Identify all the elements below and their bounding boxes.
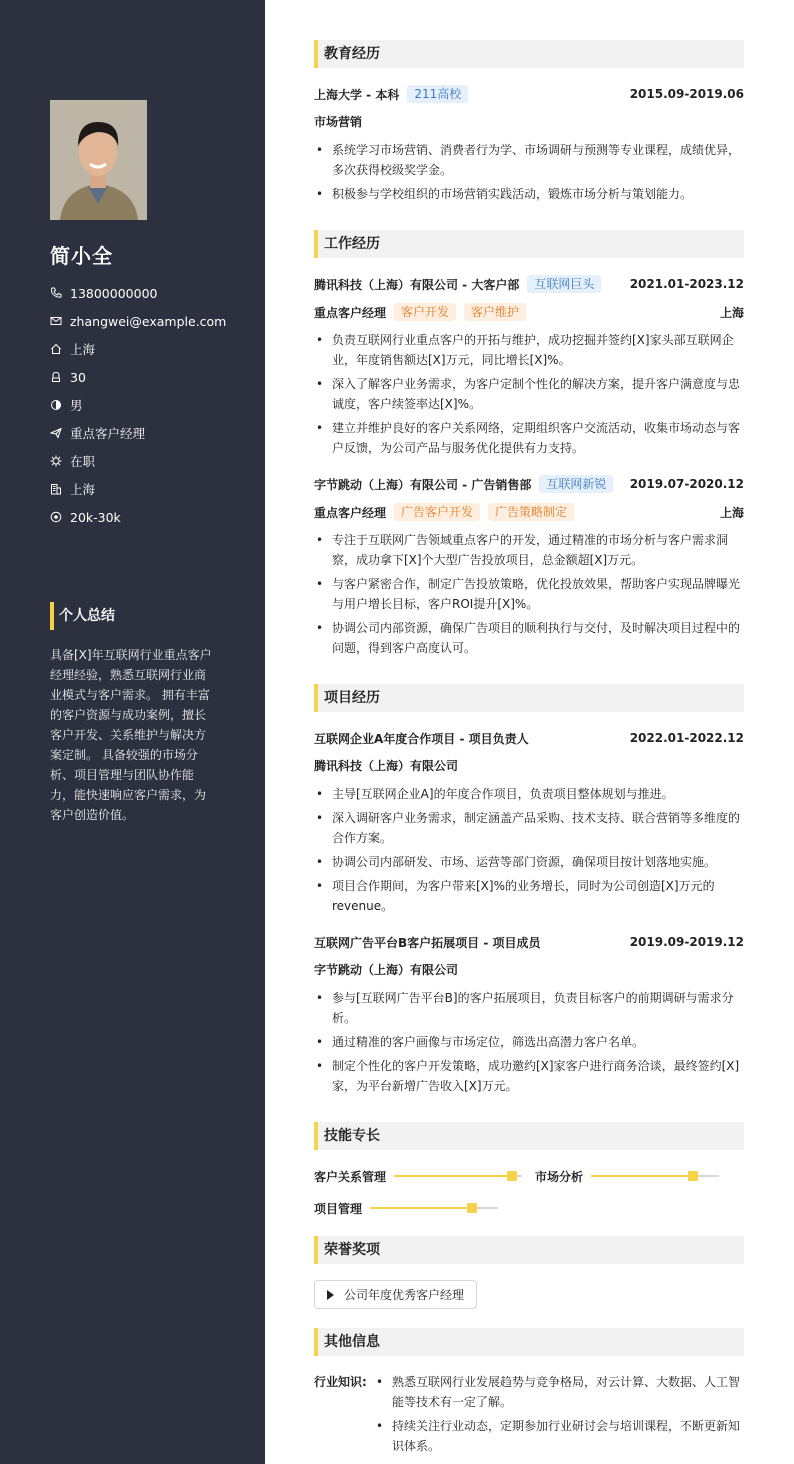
info-gender <box>50 391 226 419</box>
skill-item <box>535 1166 719 1186</box>
list-item: • 系统学习市场营销、消费者行为学、市场调研与预测等专业课程，成绩优异，多次获得校级奖学金。 <box>314 140 744 180</box>
avatar-photo-icon <box>50 100 147 220</box>
project-2-bullets <box>314 988 744 1100</box>
project-1-bullets <box>314 784 744 920</box>
job-1-row <box>314 274 744 294</box>
info-home <box>50 335 226 363</box>
sidebar <box>0 0 265 1464</box>
info-email <box>50 307 226 335</box>
skill-name: 客户关系管理 <box>314 1169 387 1184</box>
gender-icon <box>50 399 62 411</box>
skill-bar <box>394 1175 522 1177</box>
position-icon <box>50 427 62 439</box>
city-text: 上海 <box>70 482 96 497</box>
skill-name: 市场分析 <box>535 1169 584 1184</box>
project-2-date: 2019.09-2019.12 <box>629 935 744 949</box>
education-bullets <box>314 140 744 208</box>
job-2-tag: 互联网新锐 <box>539 475 613 493</box>
candidate-name: 简小全 <box>50 244 113 268</box>
job-2-role-row <box>314 502 744 522</box>
section-other-heading: 其他信息 <box>314 1328 744 1356</box>
age-icon <box>50 371 62 383</box>
section-projects-heading: 项目经历 <box>314 684 744 712</box>
list-item: • 主导[互联网企业A]的年度合作项目，负责项目整体规划与推进。 <box>314 784 744 804</box>
skill-bar <box>370 1207 498 1209</box>
list-item: • 深入了解客户业务需求，为客户定制个性化的解决方案，提升客户满意度与忠诚度，客户续签率达[X]%。 <box>314 374 744 414</box>
phone-text: 13800000000 <box>70 285 158 301</box>
avatar <box>50 100 147 220</box>
job-2-date: 2019.07-2020.12 <box>629 477 744 491</box>
other-bullets <box>374 1372 744 1460</box>
job-1-role-row <box>314 302 744 322</box>
position-text: 重点客户经理 <box>70 426 146 441</box>
job-2-company: 字节跳动（上海）有限公司 - 广告销售部 <box>314 477 532 492</box>
info-phone <box>50 279 226 307</box>
project-2-company: 字节跳动（上海）有限公司 <box>314 963 459 977</box>
job-2-skill-tag: 广告客户开发 <box>394 503 480 521</box>
list-item: • 建立并维护良好的客户关系网络，定期组织客户交流活动，收集市场动态与客户反馈，为公司产品与服务优化提供有力支持。 <box>314 418 744 458</box>
info-salary <box>50 503 226 531</box>
age-text: 30 <box>70 369 86 385</box>
job-1-company: 腾讯科技（上海）有限公司 - 大客户部 <box>314 277 520 292</box>
play-icon <box>327 1290 334 1300</box>
section-honors-heading: 荣誉奖项 <box>314 1236 744 1264</box>
education-date: 2015.09-2019.06 <box>629 87 744 101</box>
summary-heading: 个人总结 <box>50 602 115 630</box>
skill-bar <box>591 1175 719 1177</box>
email-text: zhangwei@example.com <box>70 313 227 329</box>
list-item: • 通过精准的客户画像与市场定位，筛选出高潜力客户名单。 <box>314 1032 744 1052</box>
job-1-role: 重点客户经理 <box>314 305 387 320</box>
skill-bar-fill <box>394 1175 512 1177</box>
education-school: 上海大学 - 本科 <box>314 87 400 102</box>
list-item: • 专注于互联网广告领域重点客户的开发，通过精准的市场分析与客户需求洞察，成功拿下[X]个大型广告投放项目，总金额超[X]万元。 <box>314 530 744 570</box>
list-item: • 持续关注行业动态，定期参加行业研讨会与培训课程，不断更新知识体系。 <box>374 1416 744 1456</box>
job-1-location: 上海 <box>719 305 744 320</box>
project-2-row <box>314 932 744 952</box>
job-1-tag: 互联网巨头 <box>527 275 601 293</box>
award-text: 公司年度优秀客户经理 <box>344 1288 465 1302</box>
info-status <box>50 447 226 475</box>
info-age <box>50 363 226 391</box>
skill-item <box>314 1166 522 1186</box>
other-label: 行业知识: <box>314 1375 367 1389</box>
list-item: • 负责互联网行业重点客户的开拓与维护，成功挖掘并签约[X]家头部互联网企业，年度销售额达[X]万元，同比增长[X]%。 <box>314 330 744 370</box>
list-item: • 参与[互联网广告平台B]的客户拓展项目，负责目标客户的前期调研与需求分析。 <box>314 988 744 1028</box>
summary-text: 具备[X]年互联网行业重点客户经理经验，熟悉互联网行业商业模式与客户需求。 拥有丰富的客户资源与成功案例，擅长客户开发、关系维护与解决方案定制。 具备较强的市场分析、项目管理与团队协作能力，能快速响应客户需求，为客户创造价值。 <box>50 648 212 822</box>
info-position <box>50 419 226 447</box>
home-text: 上海 <box>70 342 96 357</box>
city-icon <box>50 483 62 495</box>
skill-bar-fill <box>591 1175 693 1177</box>
list-item: • 熟悉互联网行业发展趋势与竞争格局，对云计算、大数据、人工智能等技术有一定了解。 <box>374 1372 744 1412</box>
contact-info-list <box>50 279 226 531</box>
skill-name: 项目管理 <box>314 1201 363 1216</box>
job-2-row <box>314 474 744 494</box>
status-icon <box>50 455 62 467</box>
status-text: 在职 <box>70 454 96 469</box>
project-1-row <box>314 728 744 748</box>
list-item: • 与客户紧密合作，制定广告投放策略，优化投放效果，帮助客户实现品牌曝光与用户增长目标，客户ROI提升[X]%。 <box>314 574 744 614</box>
salary-text: 20k-30k <box>70 509 121 525</box>
section-work-heading: 工作经历 <box>314 230 744 258</box>
skill-item <box>314 1198 498 1218</box>
skill-bar-fill <box>370 1207 472 1209</box>
skill-bar-knob <box>467 1203 477 1213</box>
education-major: 市场营销 <box>314 115 363 129</box>
job-2-bullets <box>314 530 744 662</box>
job-1-date: 2021.01-2023.12 <box>629 277 744 291</box>
list-item: • 协调公司内部资源，确保广告项目的顺利执行与交付，及时解决项目过程中的问题，得到客户高度认可。 <box>314 618 744 658</box>
phone-icon <box>50 287 62 299</box>
list-item: • 深入调研客户业务需求，制定涵盖产品采购、技术支持、联合营销等多维度的合作方案。 <box>314 808 744 848</box>
project-1-company: 腾讯科技（上海）有限公司 <box>314 759 459 773</box>
list-item: • 制定个性化的客户开发策略，成功邀约[X]家客户进行商务洽谈，最终签约[X]家，为平台新增广告收入[X]万元。 <box>314 1056 744 1096</box>
home-icon <box>50 343 62 355</box>
gender-text: 男 <box>70 398 83 413</box>
education-row <box>314 84 744 104</box>
education-tag: 211高校 <box>407 85 468 103</box>
salary-icon <box>50 511 62 523</box>
job-1-skill-tag: 客户开发 <box>394 303 456 321</box>
job-2-skill-tag: 广告策略制定 <box>488 503 574 521</box>
project-1-date: 2022.01-2022.12 <box>629 731 744 745</box>
list-item: • 项目合作期间，为客户带来[X]%的业务增长，同时为公司创造[X]万元的revenue。 <box>314 876 744 916</box>
job-1-skill-tag: 客户维护 <box>464 303 526 321</box>
info-city <box>50 475 226 503</box>
award-item[interactable] <box>314 1280 477 1309</box>
job-1-bullets <box>314 330 744 462</box>
job-2-role: 重点客户经理 <box>314 505 387 520</box>
project-1-name: 互联网企业A年度合作项目 - 项目负责人 <box>314 731 529 746</box>
list-item: • 协调公司内部研发、市场、运营等部门资源，确保项目按计划落地实施。 <box>314 852 744 872</box>
job-2-location: 上海 <box>719 505 744 520</box>
skill-bar-knob <box>688 1171 698 1181</box>
project-2-name: 互联网广告平台B客户拓展项目 - 项目成员 <box>314 935 541 950</box>
mail-icon <box>50 315 62 327</box>
section-education-heading: 教育经历 <box>314 40 744 68</box>
list-item: • 积极参与学校组织的市场营销实践活动，锻炼市场分析与策划能力。 <box>314 184 744 204</box>
skill-bar-knob <box>507 1171 517 1181</box>
section-skills-heading: 技能专长 <box>314 1122 744 1150</box>
